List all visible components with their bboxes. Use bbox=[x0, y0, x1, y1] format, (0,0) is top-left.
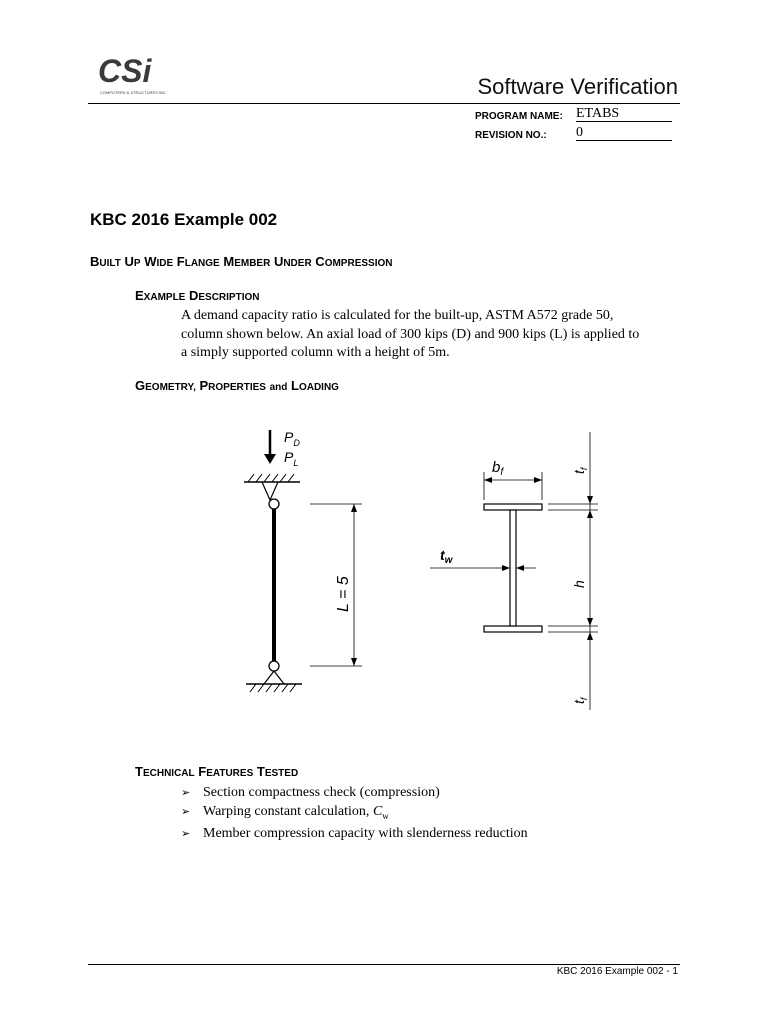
description-line: A demand capacity ratio is calculated for the built-up, ASTM A572 grade 50, bbox=[181, 308, 614, 323]
technical-features-list bbox=[181, 784, 528, 843]
arrow-bullet-icon: ➢ bbox=[181, 805, 191, 818]
program-name-label: PROGRAM NAME: bbox=[475, 111, 563, 122]
cw-symbol: C bbox=[372, 803, 383, 819]
header-title: Software Verification bbox=[477, 74, 678, 99]
list-item bbox=[181, 803, 528, 825]
logo-subtext: COMPUTERS & STRUCTURES INC. bbox=[100, 90, 166, 95]
description-line: a simply supported column with a height of 5m. bbox=[181, 345, 450, 360]
geometry-heading: GEOMETRY, PROPERTIES and LOADING bbox=[135, 378, 339, 393]
section-heading: BUILT UP WIDE FLANGE MEMBER UNDER COMPRESSION bbox=[90, 254, 393, 269]
example-description-text bbox=[181, 307, 691, 363]
footer-divider bbox=[88, 964, 680, 965]
i-section-diagram bbox=[430, 432, 598, 710]
technical-features-heading: TECHNICAL FEATURES TESTED bbox=[135, 764, 299, 779]
length-label: L = 5 bbox=[335, 576, 352, 612]
revision-value: 0 bbox=[576, 125, 672, 141]
list-item bbox=[181, 825, 528, 844]
tw-label: $t_w$ bbox=[440, 547, 453, 566]
geometry-figure bbox=[230, 420, 630, 720]
column-diagram bbox=[244, 429, 362, 692]
description-line: column shown below. An axial load of 300 kips (D) and 900 kips (L) is applied to bbox=[181, 326, 640, 342]
h-label: h bbox=[571, 580, 587, 588]
logo-text: CSi bbox=[98, 53, 152, 89]
list-item bbox=[181, 784, 528, 803]
revision-label: REVISION NO.: bbox=[475, 130, 547, 141]
page-footer-label: KBC 2016 Example 002 - 1 bbox=[556, 966, 678, 977]
tf-bottom-label: $t_f$ bbox=[571, 697, 589, 704]
load-pd-label: $P_D$ bbox=[284, 429, 300, 448]
example-description-heading: EXAMPLE DESCRIPTION bbox=[135, 288, 260, 303]
list-item-text: Section compactness check (compression) bbox=[203, 785, 440, 800]
program-name-value: ETABS bbox=[576, 106, 672, 122]
list-item-text: Warping constant calculation, $C_w$ bbox=[203, 803, 389, 821]
tf-top-label: $t_f$ bbox=[571, 467, 589, 474]
arrow-bullet-icon: ➢ bbox=[181, 787, 191, 799]
list-item-text: Member compression capacity with slenderness reduction bbox=[203, 825, 528, 841]
arrow-bullet-icon: ➢ bbox=[181, 827, 191, 840]
csi-logo bbox=[96, 52, 166, 98]
bf-label: $b_f$ bbox=[492, 459, 504, 478]
header-divider bbox=[88, 103, 680, 104]
load-pl-label: $P_L$ bbox=[284, 449, 299, 468]
doc-title: KBC 2016 Example 002 bbox=[90, 210, 278, 229]
